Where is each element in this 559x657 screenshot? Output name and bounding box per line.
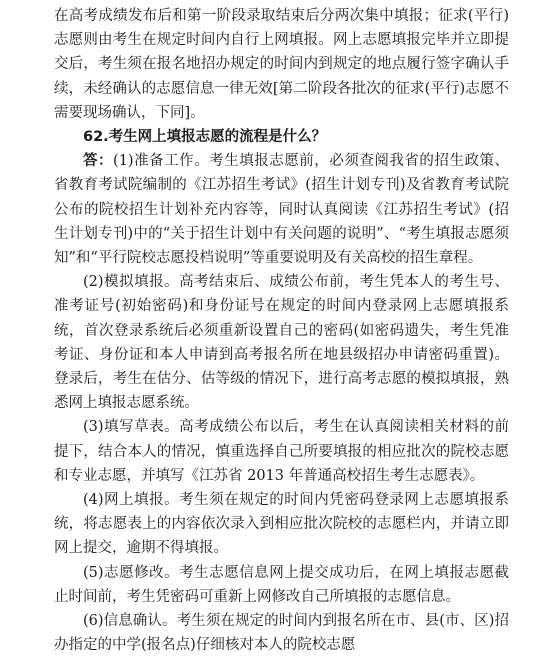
step-3-paragraph: (3)填写草表。高考成绩公布以后，考生在认真阅读相关材料的前提下，结合本人的情况，慎重选择自己所要填报的相应批次的院校志愿和专业志愿，并填写《江苏省 2013 年普通高校招生考生志愿表》。 — [54, 419, 509, 484]
intro-paragraph: 在高考成绩发布后和第一阶段录取结束后分两次集中填报；征求(平行)志愿则由考生在规定时间内自行上网填报。网上志愿填报完毕并立即提交后，考生须在报名地招办规定的时间内到规定的地点履行签字确认手续，未经确认的志愿信息一律无效[第二阶段各批次的征求(平行)志愿不需要现场确认，下同]。 — [54, 8, 509, 121]
step-6-paragraph: (6)信息确认。考生须在规定的时间内到报名所在市、县(市、区)招办指定的中学(报名点)仔细核对本人的院校志愿 — [54, 613, 509, 654]
question-heading: 62.考生网上填报志愿的流程是什么？ — [83, 129, 327, 146]
step-4-paragraph: (4)网上填报。考生须在规定的时间内凭密码登录网上志愿填报系统，将志愿表上的内容依次录入到相应批次院校的志愿栏内，并请立即网上提交，逾期不得填报。 — [54, 492, 509, 557]
step-5-paragraph: (5)志愿修改。考生志愿信息网上提交成功后，在网上填报志愿截止时间前，考生凭密码可重新上网修改自己所填报的志愿信息。 — [54, 564, 509, 605]
step-1-paragraph — [54, 149, 509, 270]
step-2-paragraph: (2)模拟填报。高考结束后、成绩公布前，考生凭本人的考生号、准考证号(初始密码)和身份证号在规定的时间内登录网上志愿填报系统，首次登录系统后必须重新设置自己的密码(如密码遗失，考生凭准考证、身份证和本人申请到高考报名所在地县级招办申请密码重置)。登录后，考生在估分、估等级的情况下，进行高考志愿的模拟填报，熟悉网上填报志愿系统。 — [54, 274, 509, 412]
document-page — [54, 4, 509, 657]
answer-lead: 答： — [83, 153, 114, 170]
step-1-text: (1)准备工作。考生填报志愿前，必须查阅我省的招生政策、省教育考试院编制的《江苏招生考试》(招生计划专刊)及省教育考试院公布的院校招生计划补充内容等，同时认真阅读《江苏招生考试》(招生计划专刊)中的“关于招生计划中有关问题的说明”、“考生填报志愿须知”和“平行院校志愿投档说明”等重要说明及有关高校的招生章程。 — [54, 153, 510, 267]
